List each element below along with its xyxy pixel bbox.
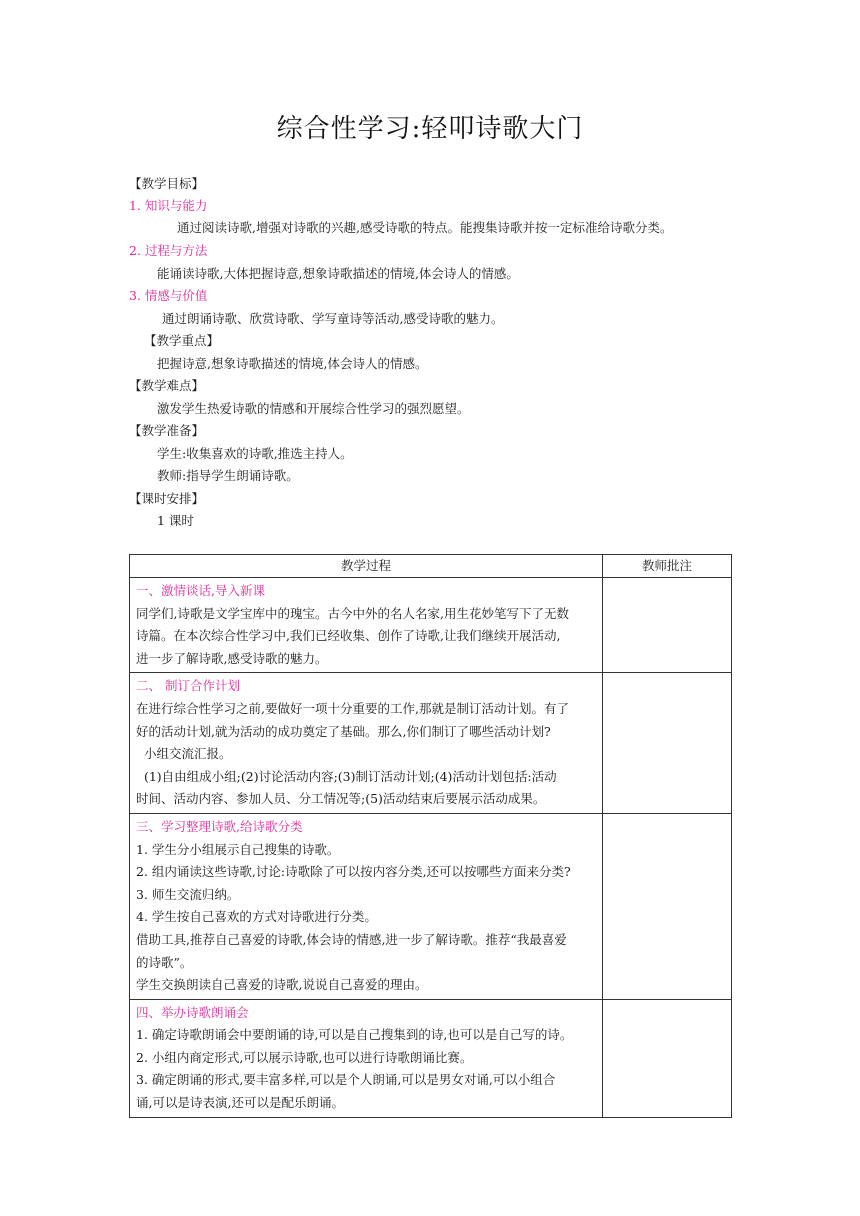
header-notes: 教师批注 [603, 555, 732, 578]
objective-2-label: 2. 过程与方法 [129, 243, 208, 258]
section-4-line: 3. 确定朗诵的形式,要丰富多样,可以是个人朗诵,可以是男女对诵,可以小组合 [136, 1072, 556, 1088]
section-1-line: 同学们,诗歌是文学宝库中的瑰宝。古今中外的名人名家,用生花妙笔写下了无数 [136, 605, 569, 621]
preparation-student: 学生:收集喜欢的诗歌,推选主持人。 [157, 446, 353, 461]
section-2-title: 二、 制订合作计划 [136, 678, 240, 694]
section-3-line: 2. 组内诵读这些诗歌,讨论:诗歌除了可以按内容分类,还可以按哪些方面来分类? [136, 864, 571, 880]
section-4-line: 诵,可以是诗表演,还可以是配乐朗诵。 [136, 1095, 344, 1111]
objective-3-label: 3. 情感与价值 [129, 288, 208, 303]
key-points-text: 把握诗意,想象诗歌描述的情境,体会诗人的情感。 [157, 356, 428, 371]
section-1-line: 诗篇。在本次综合性学习中,我们已经收集、创作了诗歌,让我们继续开展活动, [136, 628, 561, 644]
teacher-notes-cell [603, 673, 732, 814]
difficulties-heading: 【教学难点】 [129, 378, 205, 393]
section-4-title: 四、举办诗歌朗诵会 [136, 1004, 249, 1020]
table-row [130, 578, 732, 673]
teacher-notes-cell [603, 999, 732, 1117]
table-header-row [130, 555, 732, 578]
teacher-notes-cell [603, 813, 732, 999]
section-3-line: 的诗歌”。 [136, 954, 193, 970]
difficulties-text: 激发学生热爱诗歌的情感和开展综合性学习的强烈愿望。 [157, 401, 470, 416]
objective-1-text: 通过阅读诗歌,增强对诗歌的兴趣,感受诗歌的特点。能搜集诗歌并按一定标准给诗歌分类。 [177, 220, 673, 235]
section-2-line: 在进行综合性学习之前,要做好一项十分重要的工作,那就是制订活动计划。有了 [136, 700, 569, 716]
section-2-line: (1)自由组成小组;(2)讨论活动内容;(3)制订活动计划;(4)活动计划包括:活动 [136, 768, 557, 784]
teaching-process-table [129, 554, 732, 1118]
table-row [130, 673, 732, 814]
section-3-line: 学生交换朗读自己喜爱的诗歌,说说自己喜爱的理由。 [136, 977, 428, 993]
table-row [130, 813, 732, 999]
objective-1-label: 1. 知识与能力 [129, 198, 208, 213]
objectives-heading: 【教学目标】 [129, 176, 205, 191]
section-4-line: 2. 小组内商定形式,可以展示诗歌,也可以进行诗歌朗诵比赛。 [136, 1049, 473, 1065]
section-3-line: 3. 师生交流归纳。 [136, 886, 240, 902]
section-3-line: 借助工具,推荐自己喜爱的诗歌,体会诗的情感,进一步了解诗歌。推荐“我最喜爱 [136, 931, 567, 947]
section-4-line: 1. 确定诗歌朗诵会中要朗诵的诗,可以是自己搜集到的诗,也可以是自己写的诗。 [136, 1027, 573, 1043]
section-2-line: 好的活动计划,就为活动的成功奠定了基础。那么,你们制订了哪些活动计划? [136, 723, 551, 739]
teacher-notes-cell [603, 578, 732, 673]
section-3-title: 三、学习整理诗歌,给诗歌分类 [136, 818, 303, 834]
preparation-teacher: 教师:指导学生朗诵诗歌。 [157, 468, 299, 483]
objective-3-text: 通过朗诵诗歌、欣赏诗歌、学写童诗等活动,感受诗歌的魅力。 [162, 311, 504, 326]
header-process: 教学过程 [130, 555, 603, 578]
section-3-line: 4. 学生按自己喜欢的方式对诗歌进行分类。 [136, 909, 377, 925]
page-title: 综合性学习:轻叩诗歌大门 [276, 114, 584, 144]
schedule-heading: 【课时安排】 [129, 491, 205, 506]
section-2-line: 时间、活动内容、参加人员、分工情况等;(5)活动结束后要展示活动成果。 [136, 791, 546, 807]
key-points-heading: 【教学重点】 [144, 333, 220, 348]
objective-2-text: 能诵读诗歌,大体把握诗意,想象诗歌描述的情境,体会诗人的情感。 [157, 266, 519, 281]
section-3-line: 1. 学生分小组展示自己搜集的诗歌。 [136, 841, 340, 857]
preparation-heading: 【教学准备】 [129, 423, 205, 438]
schedule-text: 1 课时 [157, 513, 194, 528]
section-1-line: 进一步了解诗歌,感受诗歌的魅力。 [136, 650, 328, 666]
table-row [130, 999, 732, 1117]
section-2-line: 小组交流汇报。 [136, 746, 232, 762]
section-1-title: 一、激情谈话,导入新课 [136, 583, 265, 598]
